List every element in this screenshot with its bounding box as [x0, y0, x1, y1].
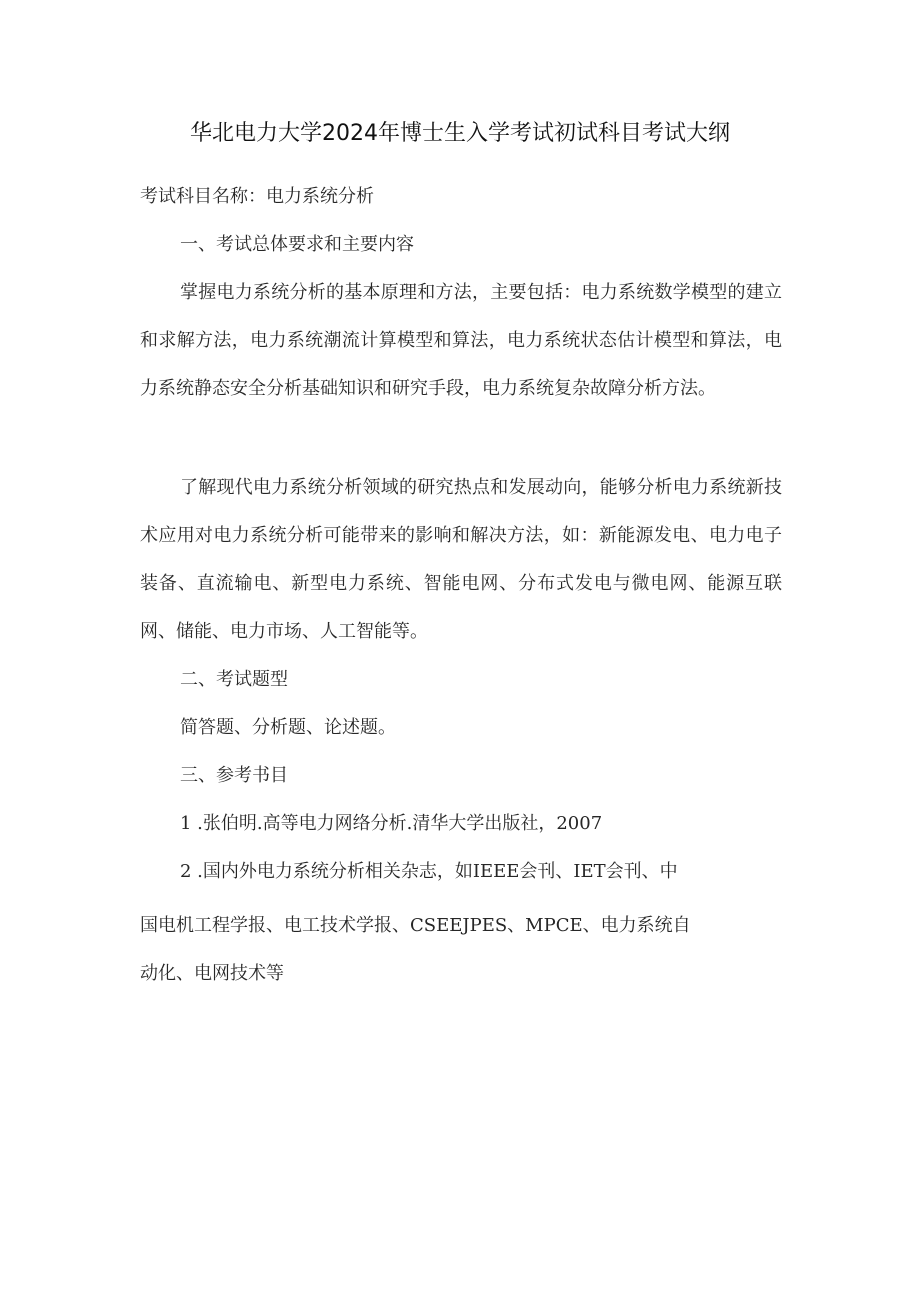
section1-heading: 一、考试总体要求和主要内容 — [180, 234, 414, 255]
section1-paragraph-2: 了解现代电力系统分析领域的研究热点和发展动向，能够分析电力系统新技术应用对电力系统分析可能带来的影响和解决方法，如：新能源发电、电力电子装备、直流输电、新型电力系统、智能电网、分布式发电与微电网、能源互联网、储能、电力市场、人工智能等。 — [140, 477, 782, 642]
reference-item-2-line-1: 2 .国内外电力系统分析相关杂志，如IEEE会刊、IET会刊、中 — [180, 861, 678, 882]
section2-heading: 二、考试题型 — [180, 669, 288, 690]
reference-item-2-line-2: 国电机工程学报、电工技术学报、CSEEJPES、MPCE、电力系统自 — [140, 915, 691, 936]
section2-content: 简答题、分析题、论述题。 — [180, 717, 396, 738]
reference-item-1: 1 .张伯明.高等电力网络分析.清华大学出版社，2007 — [180, 813, 603, 834]
document-title: 华北电力大学2024年博士生入学考试初试科目考试大纲 — [190, 121, 730, 146]
reference-item-2-line-3: 动化、电网技术等 — [140, 963, 284, 984]
section1-paragraph-1: 掌握电力系统分析的基本原理和方法，主要包括：电力系统数学模型的建立和求解方法，电力系统潮流计算模型和算法，电力系统状态估计模型和算法，电力系统静态安全分析基础知识和研究手段，电力系统复杂故障分析方法。 — [140, 282, 782, 399]
section3-heading: 三、参考书目 — [180, 765, 288, 786]
subject-line: 考试科目名称：电力系统分析 — [140, 186, 374, 207]
